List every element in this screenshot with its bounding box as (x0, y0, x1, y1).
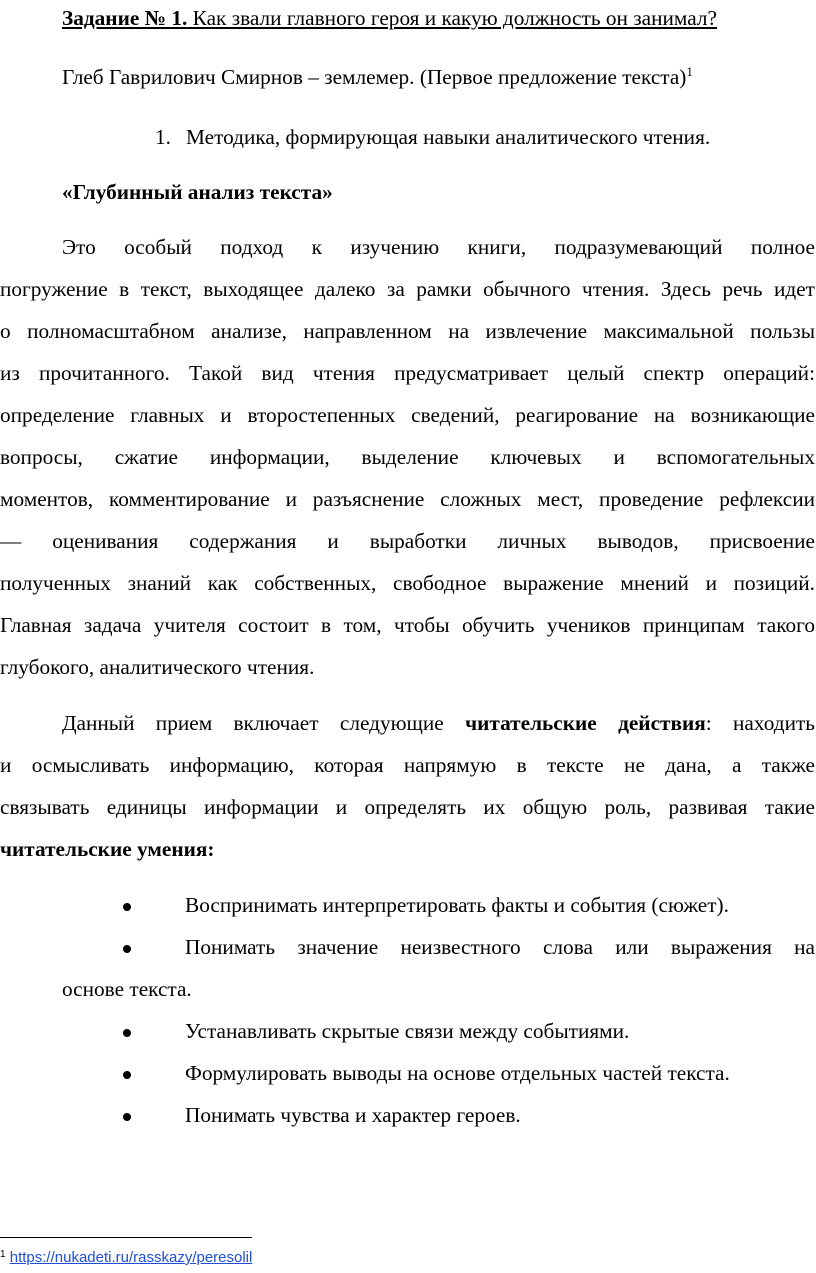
bullet-icon (123, 945, 131, 953)
list-item-text: Формулировать выводы на основе отдельных частей текста. (185, 1061, 730, 1085)
list-item-text: Воспринимать интерпретировать факты и события (сюжет). (185, 893, 729, 917)
list-item-text: Понимать чувства и характер героев. (185, 1103, 521, 1127)
answer-text: Глеб Гаврилович Смирнов – землемер. (Первое предложение текста) (62, 65, 687, 89)
bullet-icon (123, 1071, 131, 1079)
task-question: Как звали главного героя и какую должность он занимал? (187, 6, 717, 30)
paragraph-line: моментов, комментирование и разъяснение сложных мест, проведение рефлексии (0, 487, 815, 511)
footnote-link[interactable]: https://nukadeti.ru/rasskazy/peresolil (9, 1249, 253, 1266)
paragraph-line: определение главных и второстепенных сведений, реагирование на возникающие (0, 403, 815, 427)
list-item-text: Устанавливать скрытые связи между событиями. (185, 1019, 630, 1043)
paragraph-line: погружение в текст, выходящее далеко за рамки обычного чтения. Здесь речь идет (0, 277, 815, 301)
list-item-continuation: основе текста. (62, 977, 192, 1001)
paragraph-line: связывать единицы информации и определять их общую роль, развивая такие (0, 795, 815, 819)
paragraph-line: Главная задача учителя состоит в том, чтобы обучить учеников принципам такого (0, 613, 815, 637)
paragraph-line: полученных знаний как собственных, свободное выражение мнений и позиций. (0, 571, 815, 595)
bold-term: читательские действия (465, 711, 706, 735)
paragraph-text: : находить (705, 711, 815, 735)
paragraph-line: о полномасштабном анализе, направленном на извлечение максимальной пользы (0, 319, 815, 343)
list-item-text: Понимать значение неизвестного слова или выражения на (185, 935, 815, 959)
paragraph-line: Это особый подход к изучению книги, подразумевающий полное (62, 235, 815, 259)
method-number: 1. (155, 125, 171, 149)
footnote (0, 1250, 252, 1265)
paragraph-line: из прочитанного. Такой вид чтения предусматривает целый спектр операций: (0, 361, 815, 385)
paragraph-line: глубокого, аналитического чтения. (0, 655, 315, 679)
paragraph-line (62, 713, 815, 734)
paragraph-text: Данный прием включает следующие (62, 711, 466, 735)
task-answer (62, 64, 693, 89)
footnote-reference[interactable]: 1 (686, 64, 693, 79)
method-heading (155, 125, 711, 149)
footnote-divider (0, 1237, 252, 1238)
method-title: Методика, формирующая навыки аналитического чтения. (186, 125, 711, 149)
bullet-icon (123, 1029, 131, 1037)
bold-term: читательские умения: (0, 837, 215, 861)
section-title: «Глубинный анализ текста» (62, 180, 333, 204)
paragraph-line: вопросы, сжатие информации, выделение ключевых и вспомогательных (0, 445, 815, 469)
task-heading (62, 8, 717, 29)
task-label: Задание № 1. (62, 6, 188, 30)
paragraph-line: — оценивания содержания и выработки личных выводов, присвоение (0, 529, 815, 553)
footnote-number: 1 (0, 1249, 6, 1260)
paragraph-line: и осмысливать информацию, которая напрямую в тексте не дана, а также (0, 753, 815, 777)
bullet-icon (123, 1113, 131, 1121)
bullet-icon (123, 903, 131, 911)
